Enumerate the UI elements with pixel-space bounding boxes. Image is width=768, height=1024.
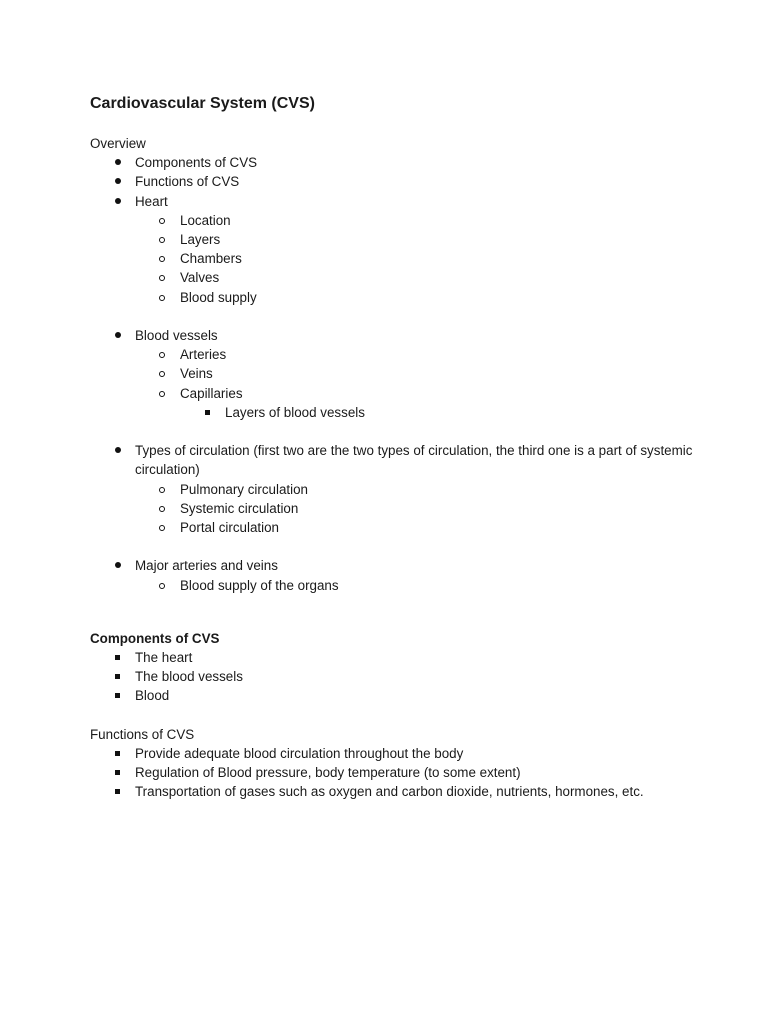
list-item: Pulmonary circulation [180,481,309,497]
spacer [90,595,730,629]
list-item: Arteries [180,347,227,363]
list-item: Types of circulation (first two are the two types of circulation, the third one is a part of systemic circulation) Pulmonary circulation Systemic circulation Portal circulation [90,441,730,537]
capillaries-sublist [90,403,730,422]
list-item: Components of CVS [135,155,258,171]
functions-list [90,744,730,802]
list-item: The blood vessels [135,669,243,685]
overview-list [90,153,730,595]
components-heading: Components of CVS [90,630,220,646]
document-title: Cardiovascular System (CVS) [90,95,315,112]
list-item: Major arteries and veins Blood supply of the organs [90,556,730,594]
list-item: Functions of CVS [135,174,240,190]
list-item: Heart Location Layers Chambers Valves Blood supply [90,192,730,307]
list-item: Blood supply [180,289,257,305]
spacer [90,706,730,725]
list-item: Veins [180,366,213,382]
list-item: Portal circulation [180,520,279,536]
list-item: Systemic circulation [180,500,299,516]
overview-heading: Overview [90,136,146,151]
list-item: Provide adequate blood circulation throughout the body [135,746,464,762]
functions-heading: Functions of CVS [90,726,195,742]
components-list [90,648,730,706]
list-item: Blood vessels Arteries Veins Capillaries Layers of blood vessels [90,326,730,422]
spacer [90,307,730,326]
list-item: The heart [135,650,193,666]
list-item: Blood [135,688,170,704]
list-item: Blood supply of the organs [180,577,339,593]
list-item: Layers of blood vessels [225,404,365,420]
list-item: Transportation of gases such as oxygen and carbon dioxide, nutrients, hormones, etc. [135,784,644,800]
heart-sublist [90,211,730,307]
blood-vessels-sublist [90,345,730,422]
list-item: Layers [180,232,221,248]
list-item: Valves [180,270,220,286]
list-item: Capillaries Layers of blood vessels [90,384,730,422]
list-item: Location [180,212,231,228]
spacer [90,422,730,441]
major-vessels-sublist [90,576,730,595]
document-content [90,94,730,802]
circulation-sublist [90,480,730,538]
spacer [90,537,730,556]
list-item: Chambers [180,251,242,267]
list-item: Regulation of Blood pressure, body temperature (to some extent) [135,765,521,781]
